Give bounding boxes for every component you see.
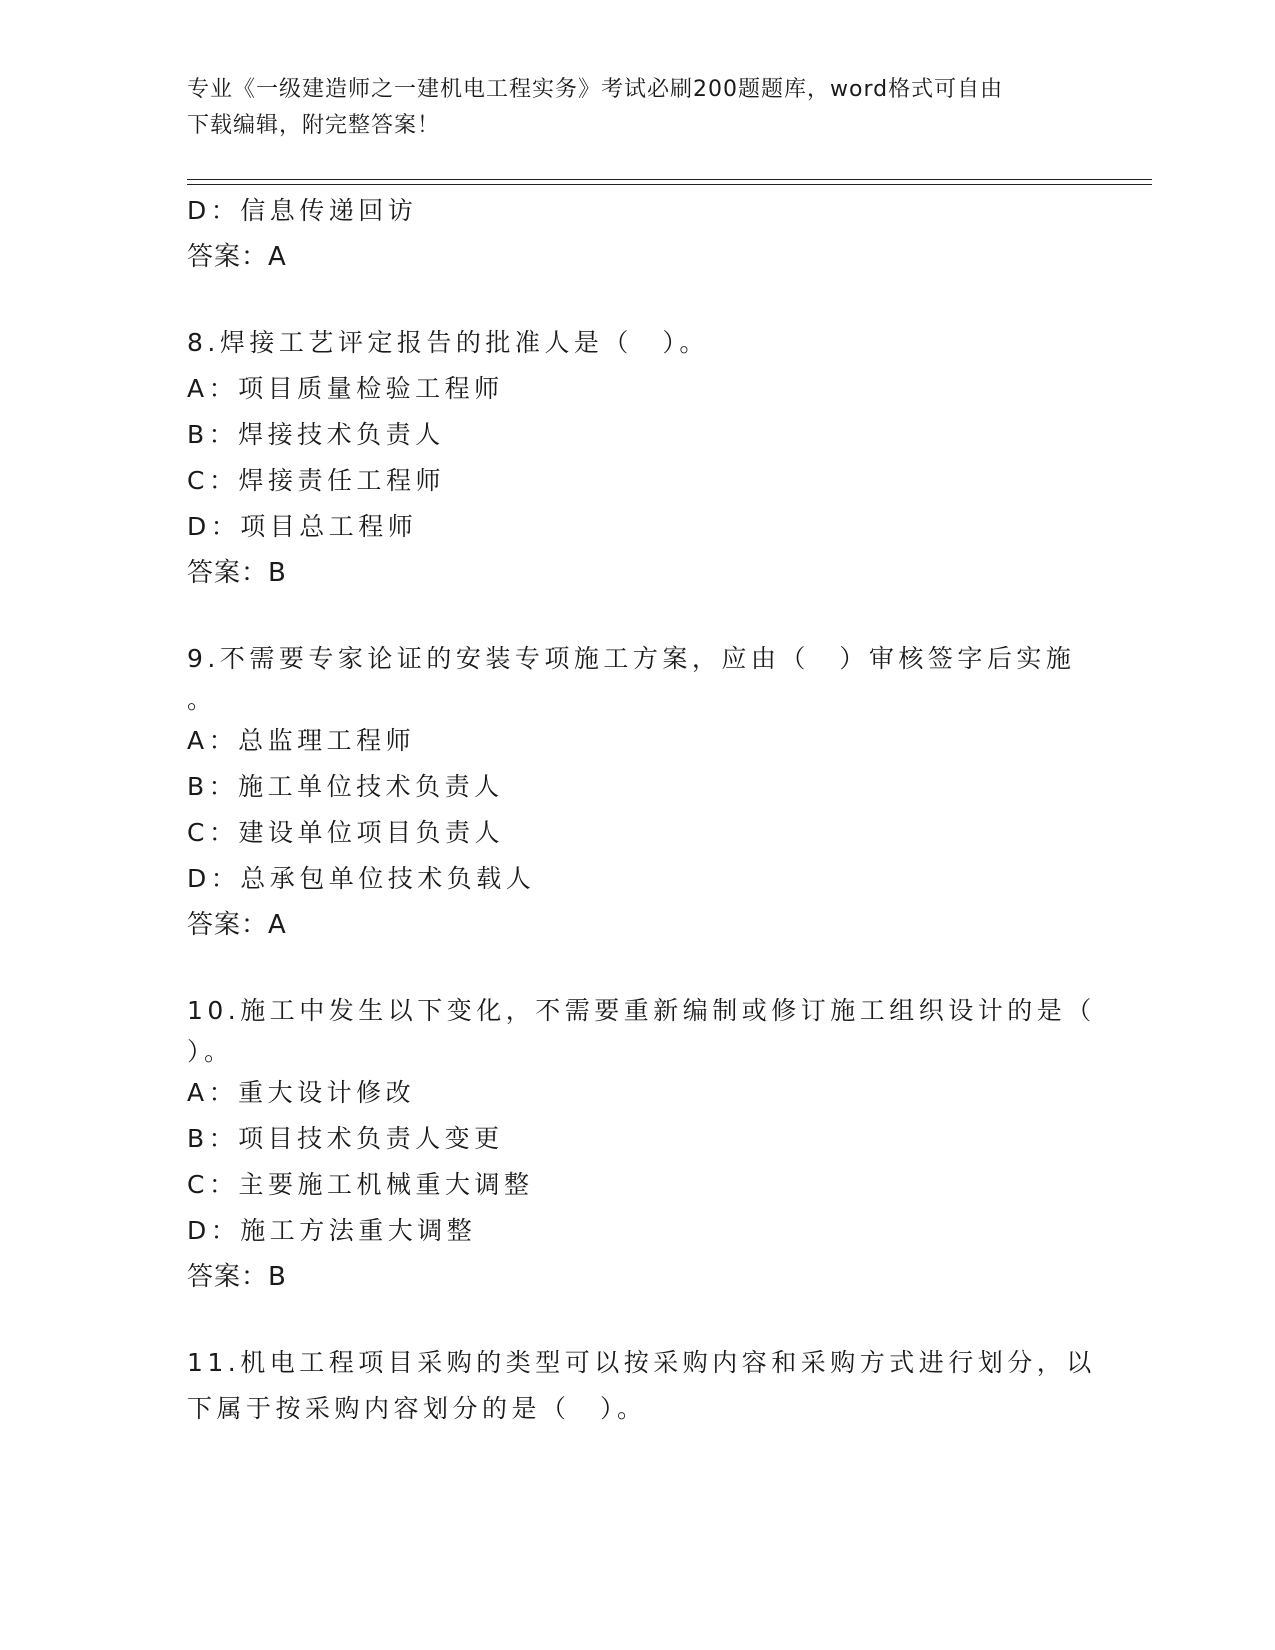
option-b: B：焊接技术负责人: [187, 420, 445, 449]
question-stem: 10.施工中发生以下变化，不需要重新编制或修订施工组织设计的是（: [187, 996, 1096, 1025]
question-9: [187, 636, 1087, 948]
option-d: D：施工方法重大调整: [187, 1216, 477, 1245]
header-divider-top: [187, 179, 1152, 180]
question-10: [187, 988, 1096, 1300]
option-d: D：信息传递回访: [187, 196, 418, 225]
answer: 答案：A: [187, 910, 287, 940]
option-a: A：项目质量检验工程师: [187, 374, 504, 403]
option-c: C：建设单位项目负责人: [187, 818, 504, 847]
option-c: C：主要施工机械重大调整: [187, 1170, 534, 1199]
header-divider-bottom: [187, 184, 1152, 185]
question-stem: 9.不需要专家论证的安装专项施工方案，应由（ ）审核签字后实施: [187, 644, 1076, 673]
previous-question-tail: [187, 188, 1087, 280]
question-stem-continued: ）。: [187, 1037, 234, 1066]
question-stem: 11.机电工程项目采购的类型可以按采购内容和采购方式进行划分，以: [187, 1348, 1096, 1377]
answer: 答案：A: [187, 242, 287, 272]
question-stem-continued: 。: [187, 685, 217, 714]
option-b: B：项目技术负责人变更: [187, 1124, 504, 1153]
option-d: D：总承包单位技术负载人: [187, 864, 536, 893]
option-b: B：施工单位技术负责人: [187, 772, 504, 801]
question-8: [187, 320, 1087, 596]
question-11: [187, 1340, 1096, 1432]
option-a: A：重大设计修改: [187, 1078, 416, 1107]
answer: 答案：B: [187, 1262, 287, 1292]
answer: 答案：B: [187, 558, 287, 588]
header-line-2: 下载编辑，附完整答案！: [187, 113, 441, 138]
document-body: [187, 188, 1096, 1432]
question-stem: 8.焊接工艺评定报告的批准人是（ ）。: [187, 328, 709, 357]
question-stem-continued: 下属于按采购内容划分的是（ ）。: [187, 1394, 647, 1423]
option-d: D：项目总工程师: [187, 512, 418, 541]
header-line-1: 专业《一级建造师之一建机电工程实务》考试必刷200题题库，word格式可自由: [187, 77, 1004, 102]
document-header: [187, 72, 1067, 144]
option-c: C：焊接责任工程师: [187, 466, 445, 495]
option-a: A：总监理工程师: [187, 726, 416, 755]
